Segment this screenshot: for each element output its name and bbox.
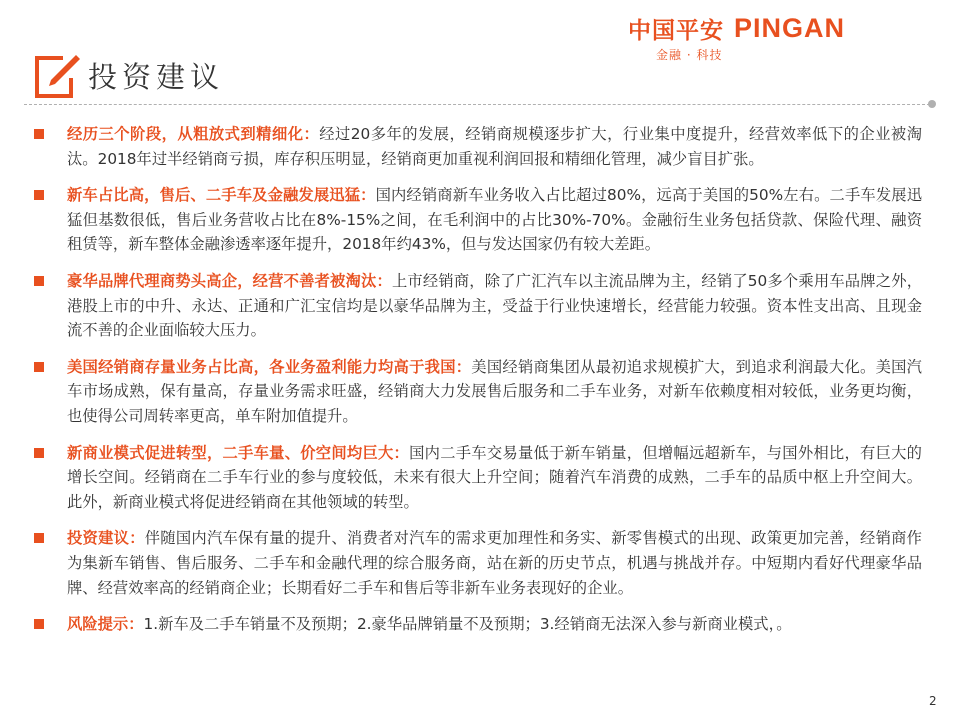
- list-item: [34, 122, 922, 171]
- item-text: 上市经销商，除了广汇汽车以主流品牌为主，经销了50多个乘用车品牌之外，港股上市的中升、永达、正通和广汇宝信均是以豪华品牌为主，受益于行业快速增长，经营能力较强。资本性支出高、且现金流不善的企业面临较大压力。: [67, 271, 922, 340]
- divider-end-dot: [928, 100, 936, 108]
- list-item: [34, 355, 922, 429]
- page-number: 2: [929, 694, 937, 708]
- page-title: 投资建议: [88, 60, 225, 94]
- item-heading: 投资建议：: [67, 529, 145, 548]
- item-heading: 豪华品牌代理商势头高企，经营不善者被淘汰：: [67, 271, 392, 290]
- list-item: [34, 612, 922, 637]
- list-item: [34, 183, 922, 257]
- item-heading: 经历三个阶段，从粗放式到精细化：: [67, 125, 320, 143]
- pencil-note-icon: [33, 52, 81, 100]
- logo-english-name: PINGAN: [734, 13, 846, 43]
- pingan-logo: [628, 12, 928, 72]
- square-bullet-icon: [34, 619, 44, 629]
- square-bullet-icon: [34, 362, 44, 372]
- square-bullet-icon: [34, 448, 44, 458]
- list-item: [34, 441, 922, 515]
- logo-wordmark: [628, 12, 845, 45]
- square-bullet-icon: [34, 533, 44, 543]
- list-item: [34, 526, 922, 600]
- item-text: 经过20多年的发展，经销商规模逐步扩大，行业集中度提升，经营效率低下的企业被淘汰。2018年过半经销商亏损，库存积压明显，经销商更加重视利润回报和精细化管理，减少盲目扩张。: [67, 125, 922, 168]
- logo-tagline: 金融 · 科技: [656, 48, 723, 62]
- item-text: 伴随国内汽车保有量的提升、消费者对汽车的需求更加理性和务实、新零售模式的出现、政策更加完善，经销商作为集新车销售、售后服务、二手车和金融代理的综合服务商，站在新的历史节点，机遇与挑战并存。中短期内看好代理豪华品牌、经营效率高的经销商企业；长期看好二手车和售后等非新车业务表现好的企业。: [67, 529, 922, 597]
- recommendation-list: [34, 122, 922, 649]
- square-bullet-icon: [34, 276, 44, 286]
- item-text: 美国经销商集团从最初追求规模扩大，到追求利润最大化。美国汽车市场成熟，保有量高，存量业务需求旺盛，经销商大力发展售后服务和二手车业务，对新车依赖度相对较低，业务更均衡，也使得公司周转率更高，单车附加值提升。: [67, 357, 922, 425]
- square-bullet-icon: [34, 129, 44, 139]
- logo-chinese-name: 中国平安: [628, 18, 724, 44]
- item-heading: 新车占比高，售后、二手车及金融发展迅猛：: [67, 186, 376, 205]
- item-heading: 风险提示：: [67, 615, 144, 634]
- item-heading: 新商业模式促进转型，二手车量、价空间均巨大：: [67, 443, 410, 462]
- list-item: [34, 269, 922, 343]
- item-text: 国内经销商新车业务收入占比超过80%，远高于美国的50%左右。二手车发展迅猛但基数很低，售后业务营收占比在8%-15%之间，在毛利润中的占比30%-70%。金融衍生业务包括贷款、保险代理、融资租赁等，新车整体金融渗透率逐年提升，2018年约43%，但与发达国家仍有较大差距。: [67, 186, 922, 254]
- title-divider: [24, 104, 930, 105]
- item-heading: 美国经销商存量业务占比高，各业务盈利能力均高于我国：: [67, 357, 472, 376]
- item-text: 国内二手车交易量低于新车销量，但增幅远超新车，与国外相比，有巨大的增长空间。经销商在二手车行业的参与度较低，未来有很大上升空间；随着汽车消费的成熟，二手车的品质中枢上升空间大。此外，新商业模式将促进经销商在其他领域的转型。: [67, 443, 922, 511]
- square-bullet-icon: [34, 190, 44, 200]
- item-text: 1.新车及二手车销量不及预期；2.豪华品牌销量不及预期；3.经销商无法深入参与新商业模式，。: [143, 615, 792, 634]
